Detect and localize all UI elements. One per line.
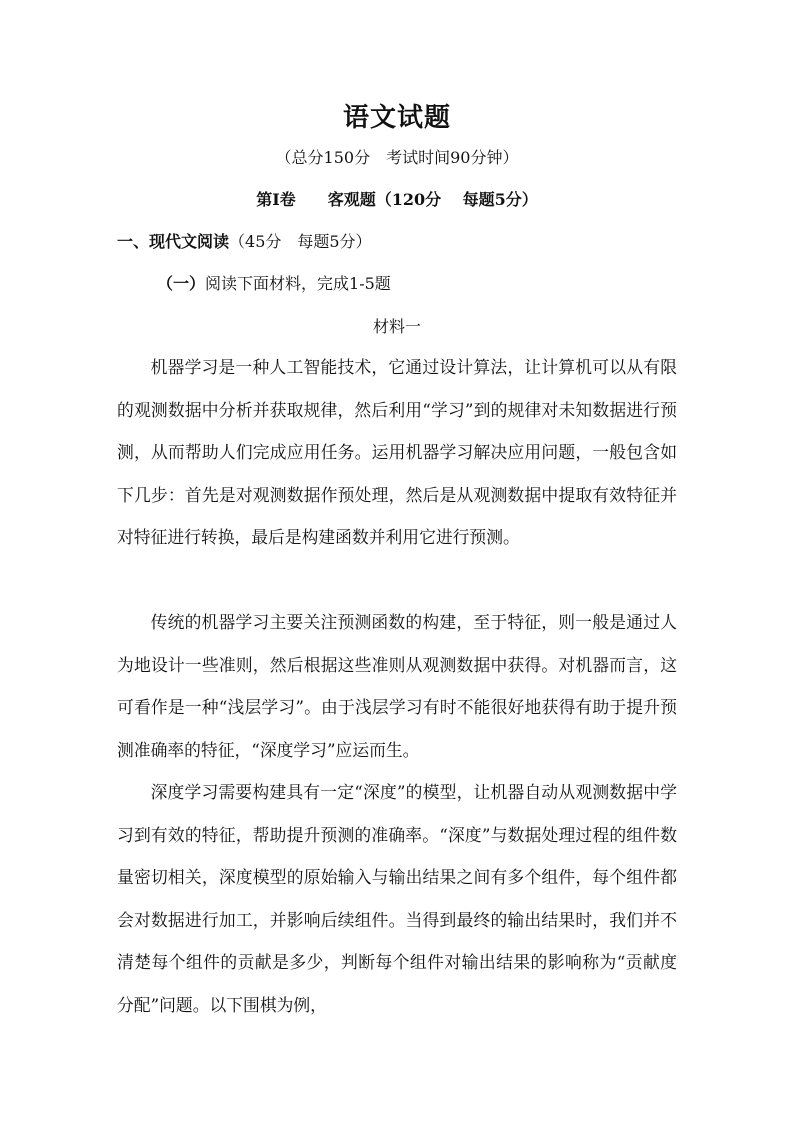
part-heading: [117, 230, 372, 254]
exam-subtitle: （总分150分 考试时间90分钟）: [275, 148, 519, 167]
paragraph-3: 深度学习需要构建具有一定“深度”的模型，让机器自动从观测数据中学习到有效的特征，帮助提升预测的准确率。“深度”与数据处理过程的组件数量密切相关，深度模型的原始输入与输出结果之间有多个组件，每个组件都会对数据进行加工，并影响后续组件。当得到最终的输出结果时，我们并不清楚每个组件的贡献是多少，判断每个组件对输出结果的影响称为“贡献度分配”问题。以下围棋为例，: [117, 782, 677, 1015]
section-text: 客观题（120分 每题5分）: [327, 190, 538, 209]
material-title: 材料一: [372, 317, 421, 336]
part-score: （45分 每题5分）: [229, 232, 372, 251]
section-label: 第Ⅰ卷: [256, 190, 296, 209]
part-label: 一、现代文阅读: [117, 232, 230, 251]
subpart-label: （一）: [157, 274, 206, 293]
subpart-heading: [157, 272, 391, 296]
paragraph-1: 机器学习是一种人工智能技术，它通过设计算法，让计算机可以从有限的观测数据中分析并获取规律，然后利用“学习”到的规律对未知数据进行预测，从而帮助人们完成应用任务。运用机器学习解决应用问题，一般包含如下几步：首先是对观测数据作预处理，然后是从观测数据中提取有效特征并对特征进行转换，最后是构建函数并利用它进行预测。: [117, 357, 677, 547]
subpart-text: 阅读下面材料，完成1-5题: [205, 274, 391, 293]
section-heading: [0, 188, 794, 212]
paragraph-2: 传统的机器学习主要关注预测函数的构建，至于特征，则一般是通过人为地设计一些准则，然后根据这些准则从观测数据中获得。对机器而言，这可看作是一种“浅层学习”。由于浅层学习有时不能很好地获得有助于提升预测准确率的特征，“深度学习”应运而生。: [117, 612, 677, 760]
exam-title: 语文试题: [342, 103, 451, 133]
